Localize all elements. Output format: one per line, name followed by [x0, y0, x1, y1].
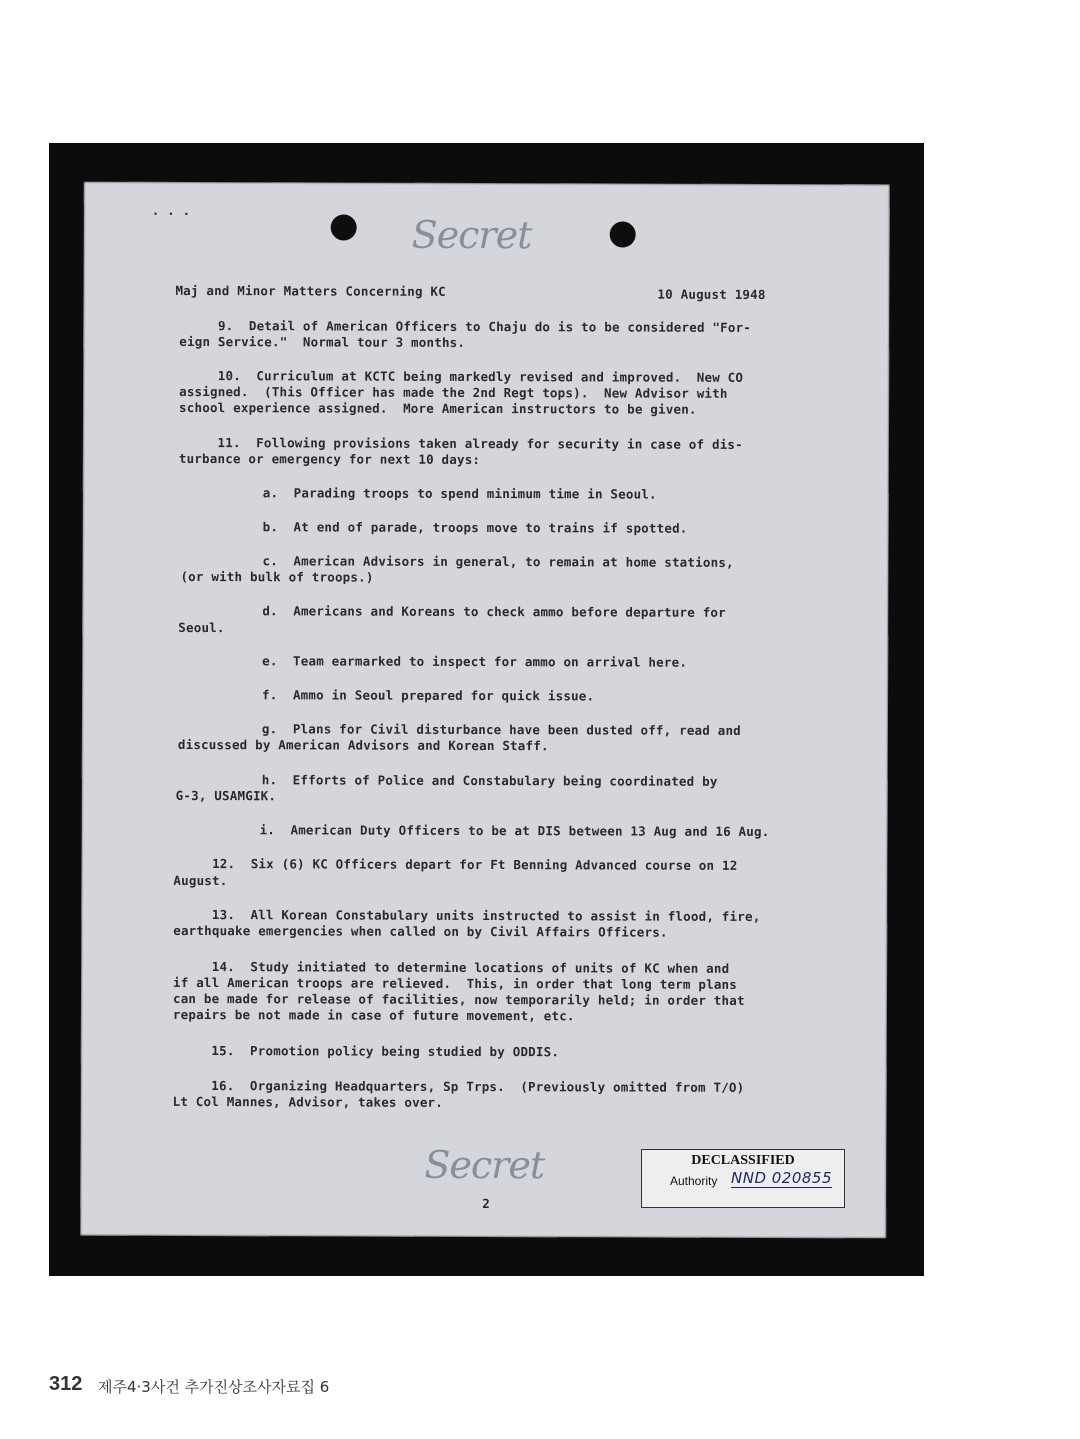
line: g. Plans for Civil disturbance have been dusted off, read and [261, 721, 741, 738]
memo-date: 10 August 1948 [657, 286, 766, 302]
line: Lt Col Mannes, Advisor, takes over. [172, 1093, 444, 1110]
line: e. Team earmarked to inspect for ammo on arrival here. [262, 653, 688, 670]
line: 14. Study initiated to determine locations of units of KC when and [173, 958, 730, 976]
footer-book-title: 제주4·3사건 추가진상조사자료집 6 [98, 1378, 330, 1396]
top-marks: . . . [151, 202, 191, 218]
line: h. Efforts of Police and Constabulary being coordinated by [261, 772, 718, 789]
handwritten-secret-top: Secret [411, 212, 532, 258]
line: f. Ammo in Seoul prepared for quick issue. [262, 687, 595, 704]
line: 15. Promotion policy being studied by ODDIS. [172, 1042, 560, 1060]
line: d. Americans and Koreans to check ammo before departure for [262, 603, 726, 620]
line: c. American Advisors in general, to remain at home stations, [262, 553, 734, 570]
line: G-3, USAMGIK. [175, 787, 277, 804]
footer-page-number: 312 [49, 1373, 83, 1395]
line: school experience assigned. More American instructors to be given. [179, 399, 697, 417]
line: 9. Detail of American Officers to Chaju do is to be considered "For- [179, 317, 752, 335]
document-page [80, 182, 890, 1239]
line: i. American Duty Officers to be at DIS between 13 Aug and 16 Aug. [259, 822, 770, 839]
stamp-title: DECLASSIFIED [691, 1153, 795, 1168]
line: 10. Curriculum at KCTC being markedly revised and improved. New CO [179, 367, 744, 385]
line: b. At end of parade, troops move to trains if spotted. [262, 519, 688, 536]
document-page-number: 2 [482, 1195, 491, 1212]
declassified-stamp [641, 1149, 845, 1208]
line: 11. Following provisions taken already for security in case of dis- [178, 434, 743, 452]
line: discussed by American Advisors and Korean Staff. [177, 736, 549, 754]
line: (or with bulk of troops.) [180, 568, 374, 585]
handwritten-secret-bottom: Secret [424, 1142, 545, 1188]
line: repairs be not made in case of future movement, etc. [172, 1006, 575, 1024]
line: turbance or emergency for next 10 days: [178, 450, 481, 467]
line: 16. Organizing Headquarters, Sp Trps. (Previously omitted from T/O) [172, 1077, 745, 1095]
punch-hole-left [331, 214, 357, 240]
punch-hole-right [610, 221, 636, 247]
line: eign Service." Normal tour 3 months. [179, 333, 466, 350]
line: assigned. (This Officer has made the 2nd Regt tops). New Advisor with [179, 383, 728, 401]
memo-subject: Maj and Minor Matters Concerning KC [175, 282, 446, 299]
line: 13. All Korean Constabulary units instructed to assist in flood, fire, [173, 906, 761, 924]
line: earthquake emergencies when called on by Civil Affairs Officers. [173, 922, 668, 940]
line: August. [173, 872, 228, 889]
line: 12. Six (6) KC Officers depart for Ft Benning Advanced course on 12 [173, 855, 738, 873]
stamp-authority-label: Authority [670, 1174, 718, 1188]
line: Seoul. [178, 619, 225, 636]
line: can be made for release of facilities, now temporarily held; in order that [172, 990, 745, 1008]
line: a. Parading troops to spend minimum time in Seoul. [262, 485, 657, 502]
line: if all American troops are relieved. This, in order that long term plans [173, 974, 738, 992]
stamp-authority-value: NND 020855 [731, 1169, 833, 1187]
